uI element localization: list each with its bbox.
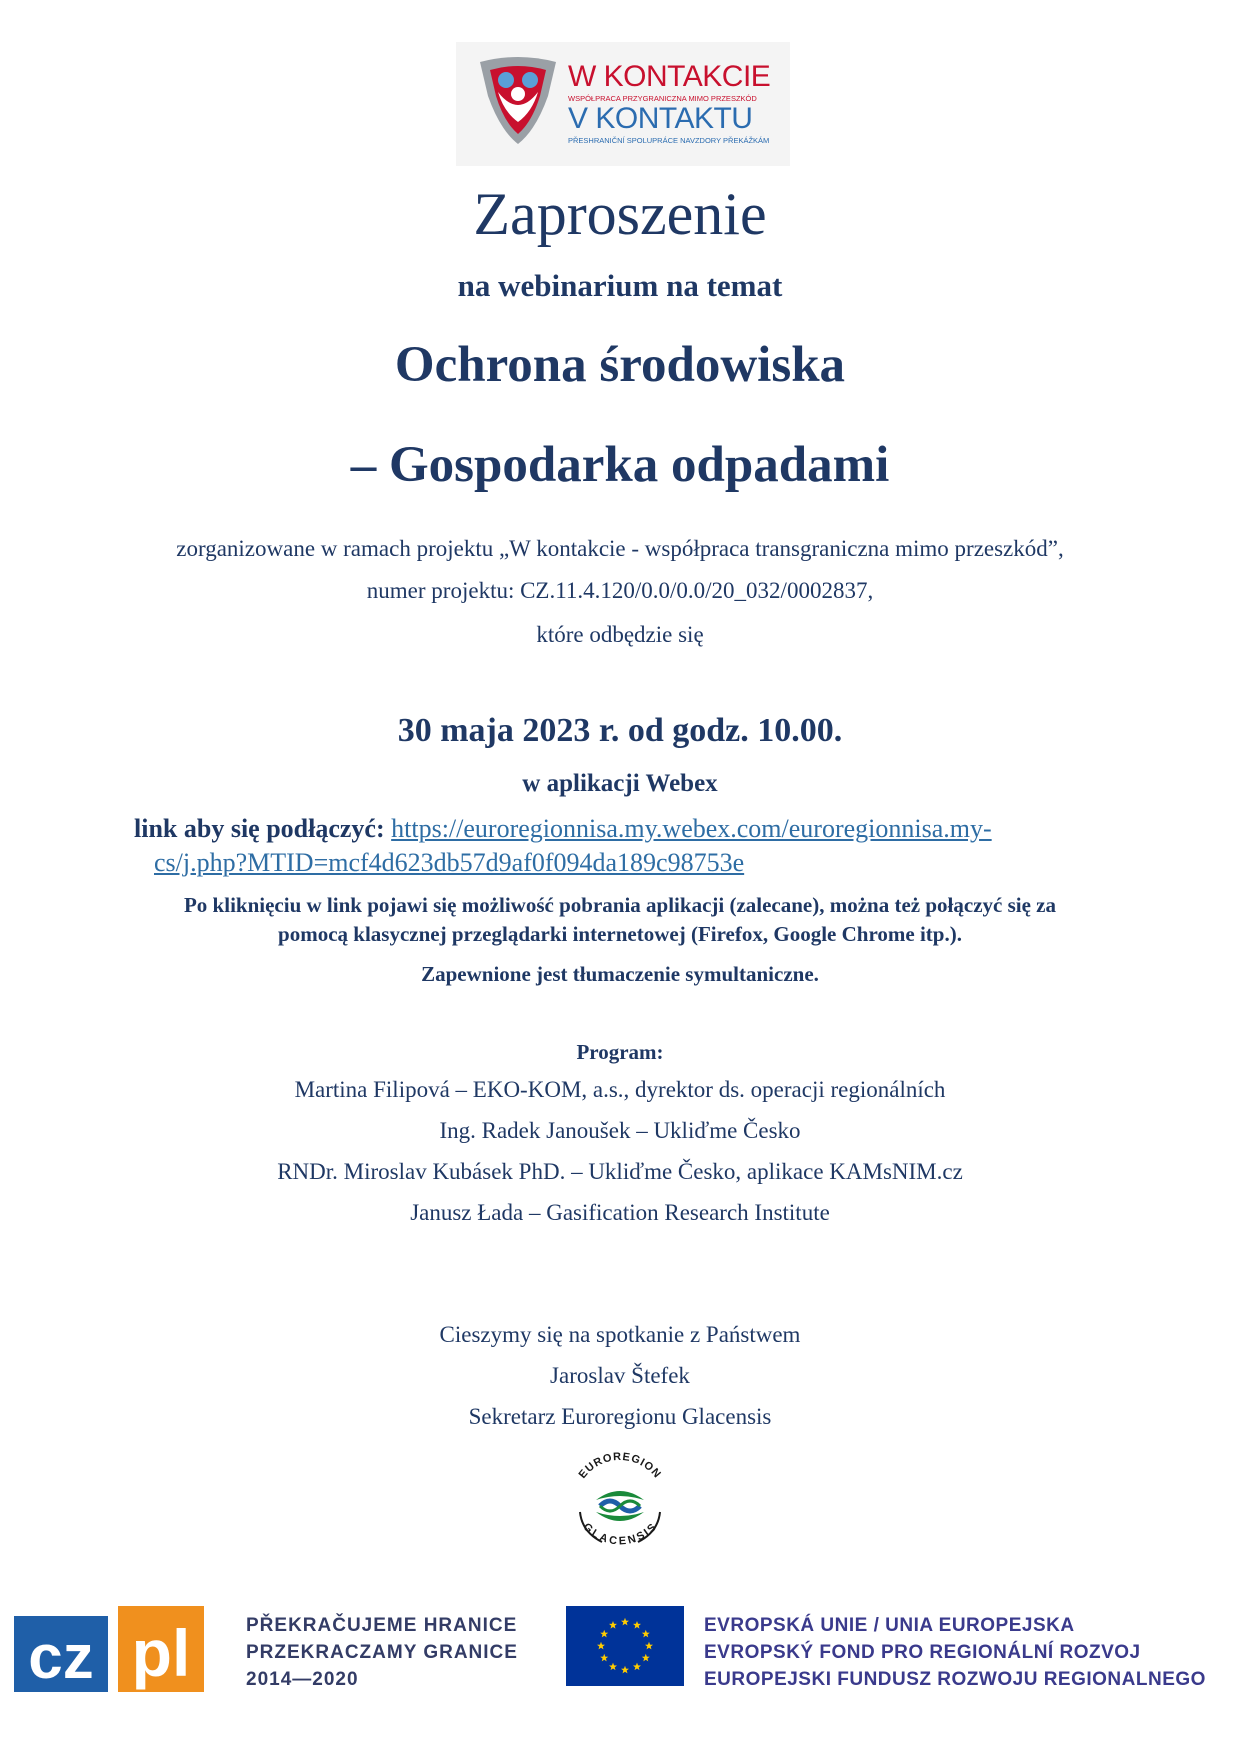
notice-line-2: pomocą klasycznej przeglądarki internetowej (Firefox, Google Chrome itp.). <box>278 922 962 946</box>
shield-people-icon <box>476 56 560 146</box>
signer-name: Jaroslav Štefek <box>550 1363 690 1388</box>
cz-pl-logo <box>14 1606 234 1702</box>
closing-line: Cieszymy się na spotkanie z Państwem <box>439 1322 801 1347</box>
czpl-line-2: PRZEKRACZAMY GRANICE <box>246 1642 518 1663</box>
link-label: link aby się podłączyć: <box>134 814 385 843</box>
logo-title-cz: V KONTAKTU <box>568 102 753 135</box>
webex-link-line2 <box>154 846 744 880</box>
euroregion-text-top: EUROREGION <box>576 1450 664 1481</box>
webex-link-part1[interactable]: https://euroregionnisa.my.webex.com/euroregionnisa.my- <box>391 814 992 843</box>
czpl-pl-text: pl <box>131 1616 191 1690</box>
eu-line-1: EVROPSKÁ UNIE / UNIA EUROPEJSKA <box>704 1615 1075 1636</box>
occurs-line: które odbędzie się <box>536 622 704 647</box>
euroregion-text-bottom: GLACENSIS <box>580 1520 660 1548</box>
program-item: Martina Filipová – EKO-KOM, a.s., dyrektor ds. operacji regionálních <box>294 1077 946 1102</box>
eu-line-3: EUROPEJSKI FUNDUSZ ROZWOJU REGIONALNEGO <box>704 1669 1206 1690</box>
euroregion-glacensis-logo <box>562 1442 678 1562</box>
translation-notice: Zapewnione jest tłumaczenie symultaniczne. <box>421 962 819 986</box>
eu-line-2: EVROPSKÝ FOND PRO REGIONÁLNÍ ROZVOJ <box>704 1642 1141 1663</box>
event-date: 30 maja 2023 r. od godz. 10.00. <box>397 712 843 749</box>
eu-flag-icon <box>566 1606 684 1686</box>
czpl-program-text <box>246 1612 518 1693</box>
event-platform: w aplikacji Webex <box>522 770 718 797</box>
logo-subtitle-pl: WSPÓŁPRACA PRZYGRANICZNA MIMO PRZESZKÓD <box>568 94 757 103</box>
czpl-cz-text: cz <box>28 1623 94 1692</box>
topic-line-2: – Gospodarka odpadami <box>350 437 890 493</box>
logo-subtitle-cz: PŘESHRANIČNÍ SPOLUPRÁCE NAVZDORY PŘEKÁŽKÁM <box>568 136 770 145</box>
svg-text:EUROREGION <box>577 1451 664 1481</box>
czpl-line-1: PŘEKRAČUJEME HRANICE <box>246 1615 518 1636</box>
signer-role: Sekretarz Euroregionu Glacensis <box>468 1404 772 1429</box>
program-item: RNDr. Miroslav Kubásek PhD. – Ukliďme Česko, aplikace KAMsNIM.cz <box>277 1159 963 1184</box>
organized-by-line: zorganizowane w ramach projektu „W kontakcie - współpraca transgraniczna mimo przeszkód”, <box>176 536 1064 561</box>
program-item: Janusz Łada – Gasification Research Institute <box>410 1200 830 1225</box>
program-item: Ing. Radek Janoušek – Ukliďme Česko <box>439 1118 801 1143</box>
project-logo <box>456 42 790 166</box>
program-heading: Program: <box>576 1040 664 1064</box>
project-number-line: numer projektu: CZ.11.4.120/0.0/0.0/20_032/0002837, <box>366 578 874 603</box>
czpl-line-3: 2014—2020 <box>246 1669 359 1690</box>
invitation-subtitle: na webinarium na temat <box>457 268 783 303</box>
glacensis-emblem-icon <box>580 1491 660 1542</box>
link-block <box>134 812 1114 846</box>
eu-fund-text <box>704 1612 1206 1693</box>
notice-line-1: Po kliknięciu w link pojawi się możliwość pobrania aplikacji (zalecane), można też połączyć się za <box>183 893 1056 917</box>
webex-link-part2[interactable]: cs/j.php?MTID=mcf4d623db57d9af0f094da189c98753e <box>154 848 745 877</box>
svg-text:GLACENSIS <box>581 1521 660 1548</box>
topic-line-1: Ochrona środowiska <box>394 337 846 393</box>
invitation-title: Zaproszenie <box>473 181 767 247</box>
logo-title-pl: W KONTAKCIE <box>568 60 771 93</box>
